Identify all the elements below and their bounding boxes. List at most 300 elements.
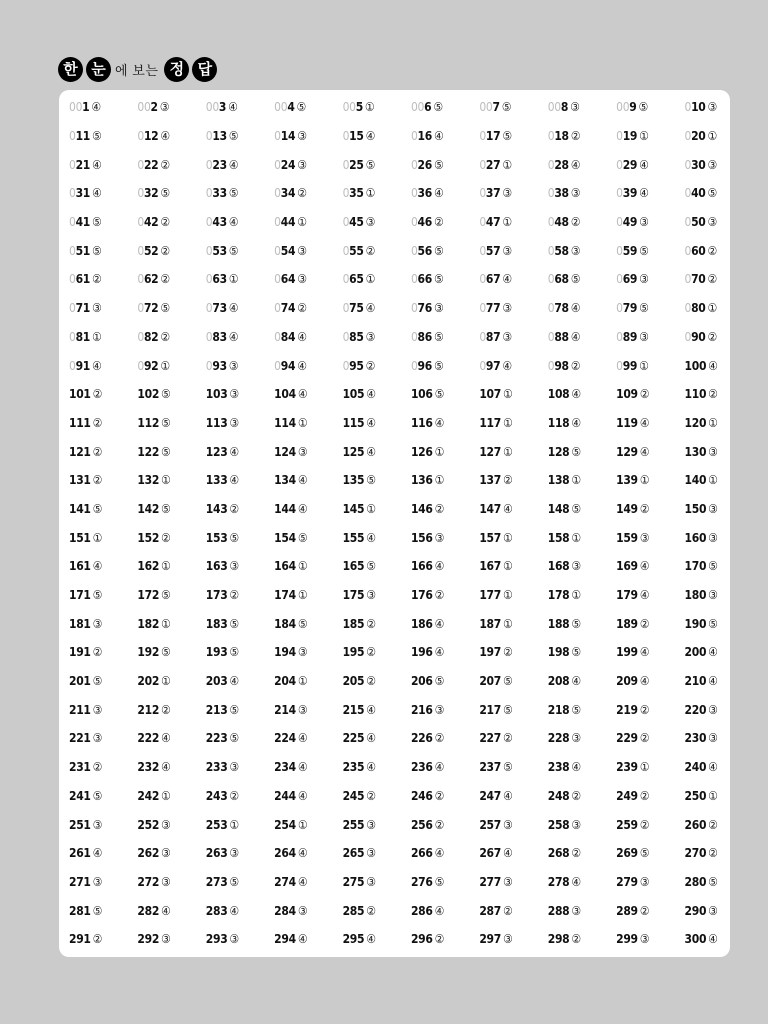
answer-item	[137, 351, 205, 380]
question-number: 061	[69, 272, 91, 287]
answer-choice: ⑤	[502, 674, 513, 689]
answer-item	[685, 810, 753, 839]
answer-choice: ⑤	[92, 215, 102, 230]
answer-choice: ④	[366, 387, 376, 402]
question-number: 119	[616, 415, 638, 430]
question-number: 259	[616, 817, 638, 832]
question-number: 249	[616, 788, 638, 803]
question-number: 136	[410, 473, 433, 488]
answer-item	[206, 552, 274, 581]
answer-choice: ③	[297, 444, 308, 459]
answer-item	[274, 122, 342, 151]
title-badge-nun: 눈	[86, 57, 111, 82]
answer-item	[343, 323, 411, 352]
answer-item	[548, 868, 616, 897]
question-number: 087	[479, 329, 501, 344]
answer-item	[343, 810, 411, 839]
answer-choice: ④	[229, 903, 240, 918]
answer-item	[411, 437, 479, 466]
answer-item	[411, 868, 479, 897]
answer-choice: ②	[571, 846, 582, 861]
answer-choice: ③	[92, 731, 103, 746]
answer-choice: ④	[639, 674, 650, 689]
answer-item	[548, 294, 616, 323]
question-number: 255	[342, 817, 365, 832]
answer-item	[411, 753, 479, 782]
question-number: 188	[547, 616, 570, 631]
answer-choice: ⑤	[161, 444, 171, 459]
question-number: 216	[410, 702, 433, 717]
answer-choice: ②	[161, 530, 171, 545]
question-number: 297	[479, 932, 501, 947]
question-number: 034	[274, 186, 296, 201]
question-number: 241	[69, 788, 91, 803]
answer-item	[206, 839, 274, 868]
question-number: 279	[616, 874, 638, 889]
answer-item	[616, 380, 684, 409]
question-number: 004	[274, 100, 295, 115]
question-number: 045	[342, 215, 364, 230]
answer-choice: ③	[708, 731, 718, 746]
question-number: 108	[547, 387, 570, 402]
answer-choice: ③	[366, 588, 376, 603]
question-number: 089	[616, 329, 638, 344]
answer-choice: ②	[160, 272, 171, 287]
question-number: 151	[69, 530, 91, 545]
answer-choice: ②	[502, 645, 513, 660]
answer-choice: ⑤	[708, 559, 718, 574]
answer-choice: ③	[161, 817, 171, 832]
answer-choice: ④	[639, 645, 650, 660]
question-number: 198	[547, 645, 570, 660]
answer-choice: ②	[434, 501, 445, 516]
question-number: 195	[342, 645, 365, 660]
answer-choice: ②	[502, 473, 513, 488]
question-number: 196	[410, 645, 433, 660]
answer-item	[137, 753, 205, 782]
question-number: 157	[479, 530, 501, 545]
answer-choice: ④	[228, 301, 239, 316]
answer-item	[69, 93, 137, 122]
question-number: 232	[137, 760, 160, 775]
answer-item	[274, 782, 342, 811]
question-number: 214	[274, 702, 296, 717]
answer-item	[685, 294, 753, 323]
question-number: 080	[684, 301, 706, 316]
question-number: 153	[205, 530, 228, 545]
question-number: 218	[547, 702, 570, 717]
answer-item	[411, 122, 479, 151]
answer-item	[206, 208, 274, 237]
answer-item	[411, 695, 479, 724]
answer-item	[685, 351, 753, 380]
answer-item	[343, 93, 411, 122]
answer-choice: ④	[228, 157, 239, 172]
answer-choice: ③	[708, 530, 718, 545]
answer-choice: ④	[92, 186, 102, 201]
answer-choice: ③	[92, 817, 103, 832]
answer-item	[274, 581, 342, 610]
answer-choice: ②	[434, 788, 445, 803]
question-number: 077	[479, 301, 501, 316]
question-number: 081	[69, 329, 91, 344]
question-number: 133	[205, 473, 228, 488]
answer-choice: ②	[92, 444, 103, 459]
answer-choice: ⑤	[161, 588, 171, 603]
question-number: 281	[69, 903, 91, 918]
answer-choice: ②	[502, 903, 513, 918]
answer-choice: ③	[297, 272, 307, 287]
answer-choice: ③	[434, 530, 445, 545]
answer-choice: ④	[160, 129, 171, 144]
answer-choice: ②	[639, 817, 650, 832]
answer-choice: ①	[502, 157, 513, 172]
answer-item	[479, 294, 547, 323]
answer-item	[69, 351, 137, 380]
answer-item	[411, 724, 479, 753]
answer-choice: ②	[297, 301, 307, 316]
answer-choice: ③	[708, 702, 718, 717]
answer-choice: ③	[297, 157, 307, 172]
answer-item	[479, 782, 547, 811]
answer-choice: ①	[502, 215, 513, 230]
question-number: 257	[479, 817, 501, 832]
question-number: 015	[342, 129, 364, 144]
answer-choice: ④	[639, 559, 650, 574]
answer-choice: ④	[570, 329, 581, 344]
question-number: 289	[616, 903, 638, 918]
question-number: 127	[479, 444, 501, 459]
answer-choice: ④	[229, 444, 240, 459]
answer-choice: ③	[502, 874, 513, 889]
answer-item	[343, 409, 411, 438]
question-number: 102	[137, 387, 160, 402]
answer-choice: ①	[571, 530, 582, 545]
title-badge-dap: 답	[192, 57, 217, 82]
question-number: 238	[547, 760, 570, 775]
answer-choice: ④	[708, 932, 718, 947]
answer-choice: ④	[92, 157, 102, 172]
answer-item	[343, 896, 411, 925]
answer-choice: ①	[364, 100, 375, 115]
answer-item	[616, 323, 684, 352]
answer-choice: ⑤	[571, 645, 582, 660]
answer-item	[137, 638, 205, 667]
question-number: 156	[410, 530, 433, 545]
answer-item	[69, 236, 137, 265]
question-number: 228	[547, 731, 570, 746]
answer-choice: ③	[92, 874, 103, 889]
answer-item	[616, 265, 684, 294]
question-number: 237	[479, 760, 501, 775]
answer-choice: ⑤	[639, 243, 649, 258]
question-number: 174	[274, 588, 296, 603]
answer-choice: ⑤	[571, 444, 582, 459]
answer-item	[685, 122, 753, 151]
answer-item	[411, 609, 479, 638]
answer-item	[274, 839, 342, 868]
question-number: 028	[547, 157, 569, 172]
answer-item	[137, 208, 205, 237]
answer-item	[137, 179, 205, 208]
question-number: 296	[410, 932, 433, 947]
question-number: 049	[616, 215, 638, 230]
question-number: 285	[342, 903, 365, 918]
question-number: 018	[547, 129, 569, 144]
answer-item	[274, 896, 342, 925]
answer-choice: ⑤	[229, 530, 240, 545]
question-number: 283	[205, 903, 228, 918]
answer-choice: ①	[434, 444, 445, 459]
answer-choice: ⑤	[433, 100, 443, 115]
answer-item	[274, 552, 342, 581]
answer-choice: ⑤	[229, 645, 240, 660]
question-number: 254	[274, 817, 296, 832]
answer-item	[479, 523, 547, 552]
answer-choice: ③	[639, 874, 650, 889]
answer-choice: ③	[297, 702, 308, 717]
question-number: 221	[69, 731, 91, 746]
answer-item	[69, 294, 137, 323]
answer-item	[616, 638, 684, 667]
answer-key-title	[58, 54, 220, 84]
answer-choice: ③	[365, 329, 376, 344]
question-number: 048	[547, 215, 569, 230]
answer-choice: ②	[434, 588, 445, 603]
answer-item	[343, 581, 411, 610]
answer-choice: ④	[708, 645, 718, 660]
answer-choice: ④	[571, 874, 582, 889]
answer-item	[411, 323, 479, 352]
answer-choice: ⑤	[571, 616, 582, 631]
answer-choice: ②	[92, 932, 103, 947]
answer-choice: ①	[92, 329, 102, 344]
question-number: 186	[410, 616, 433, 631]
answer-item	[343, 380, 411, 409]
answer-choice: ③	[159, 100, 170, 115]
answer-choice: ④	[92, 846, 103, 861]
answer-item	[548, 437, 616, 466]
answer-item	[616, 896, 684, 925]
answer-item	[274, 409, 342, 438]
answer-choice: ③	[229, 932, 240, 947]
answer-item	[137, 609, 205, 638]
question-number: 160	[684, 530, 707, 545]
answer-item	[685, 609, 753, 638]
answer-choice: ④	[570, 157, 581, 172]
question-number: 016	[410, 129, 432, 144]
answer-item	[685, 868, 753, 897]
answer-item	[206, 724, 274, 753]
question-number: 069	[616, 272, 638, 287]
answer-item	[685, 638, 753, 667]
question-number: 014	[274, 129, 296, 144]
question-number: 265	[342, 846, 365, 861]
answer-item	[206, 466, 274, 495]
question-number: 112	[137, 415, 160, 430]
question-number: 173	[205, 588, 228, 603]
question-number: 272	[137, 874, 160, 889]
question-number: 042	[137, 215, 159, 230]
answer-grid	[69, 93, 753, 954]
answer-item	[69, 724, 137, 753]
question-number: 229	[616, 731, 638, 746]
answer-choice: ⑤	[639, 301, 649, 316]
answer-item	[411, 925, 479, 954]
question-number: 025	[342, 157, 364, 172]
question-number: 176	[410, 588, 433, 603]
answer-choice: ①	[502, 588, 513, 603]
answer-choice: ②	[707, 272, 718, 287]
question-number: 137	[479, 473, 501, 488]
answer-item	[137, 122, 205, 151]
question-number: 235	[342, 760, 365, 775]
answer-item	[69, 208, 137, 237]
answer-choice: ①	[365, 272, 376, 287]
question-number: 271	[69, 874, 91, 889]
answer-item	[274, 466, 342, 495]
answer-choice: ③	[639, 530, 650, 545]
question-number: 262	[137, 846, 160, 861]
answer-item	[274, 380, 342, 409]
answer-item	[616, 839, 684, 868]
answer-choice: ③	[92, 702, 103, 717]
question-number: 200	[684, 645, 707, 660]
answer-choice: ③	[570, 100, 580, 115]
question-number: 175	[342, 588, 365, 603]
answer-item	[343, 466, 411, 495]
answer-choice: ④	[366, 702, 376, 717]
answer-choice: ②	[160, 329, 171, 344]
answer-choice: ②	[639, 731, 650, 746]
question-number: 072	[137, 301, 159, 316]
question-number: 147	[479, 501, 501, 516]
answer-choice: ④	[571, 415, 582, 430]
answer-choice: ⑤	[501, 100, 512, 115]
answer-item	[411, 351, 479, 380]
answer-choice: ④	[433, 129, 444, 144]
answer-choice: ②	[160, 243, 171, 258]
title-badge-han: 한	[58, 57, 83, 82]
question-number: 116	[410, 415, 433, 430]
question-number: 024	[274, 157, 296, 172]
answer-choice: ④	[502, 846, 513, 861]
question-number: 203	[205, 674, 228, 689]
answer-item	[616, 208, 684, 237]
answer-item	[685, 179, 753, 208]
answer-item	[274, 695, 342, 724]
question-number: 113	[205, 415, 228, 430]
answer-choice: ④	[297, 473, 308, 488]
answer-choice: ⑤	[228, 129, 239, 144]
answer-choice: ②	[639, 903, 650, 918]
answer-choice: ④	[433, 186, 444, 201]
question-number: 010	[684, 100, 706, 115]
question-number: 266	[410, 846, 433, 861]
answer-item	[411, 667, 479, 696]
question-number: 219	[616, 702, 638, 717]
answer-choice: ②	[570, 358, 581, 373]
question-number: 226	[410, 731, 433, 746]
answer-choice: ③	[707, 215, 718, 230]
question-number: 040	[684, 186, 706, 201]
answer-choice: ⑤	[161, 415, 171, 430]
title-badge-jeong: 정	[164, 57, 189, 82]
question-number: 011	[69, 129, 91, 144]
answer-choice: ②	[92, 760, 103, 775]
answer-item	[685, 236, 753, 265]
answer-item	[274, 236, 342, 265]
answer-item	[69, 896, 137, 925]
question-number: 118	[547, 415, 570, 430]
question-number: 134	[274, 473, 296, 488]
answer-choice: ④	[366, 760, 376, 775]
question-number: 148	[547, 501, 570, 516]
answer-choice: ④	[434, 903, 445, 918]
answer-choice: ④	[434, 616, 445, 631]
answer-choice: ③	[365, 215, 376, 230]
answer-choice: ⑤	[92, 129, 102, 144]
answer-item	[274, 523, 342, 552]
answer-choice: ⑤	[92, 903, 103, 918]
answer-choice: ②	[639, 387, 650, 402]
answer-choice: ③	[229, 846, 240, 861]
question-number: 224	[274, 731, 296, 746]
answer-choice: ⑤	[92, 501, 103, 516]
question-number: 022	[137, 157, 159, 172]
answer-item	[548, 724, 616, 753]
answer-item	[274, 495, 342, 524]
question-number: 075	[342, 301, 364, 316]
answer-choice: ②	[366, 903, 376, 918]
answer-choice: ①	[366, 501, 376, 516]
answer-choice: ⑤	[502, 129, 513, 144]
question-number: 097	[479, 358, 501, 373]
answer-item	[206, 323, 274, 352]
question-number: 043	[205, 215, 227, 230]
answer-item	[69, 495, 137, 524]
answer-item	[69, 609, 137, 638]
answer-item	[69, 150, 137, 179]
answer-choice: ②	[161, 702, 171, 717]
question-number: 002	[137, 100, 158, 115]
answer-choice: ①	[161, 616, 171, 631]
answer-choice: ④	[366, 932, 376, 947]
answer-choice: ③	[639, 272, 649, 287]
question-number: 096	[410, 358, 432, 373]
question-number: 180	[684, 588, 707, 603]
question-number: 140	[684, 473, 707, 488]
question-number: 060	[684, 243, 706, 258]
answer-item	[206, 896, 274, 925]
answer-item	[479, 351, 547, 380]
answer-choice: ②	[92, 473, 103, 488]
answer-choice: ⑤	[161, 501, 171, 516]
question-number: 009	[616, 100, 637, 115]
question-number: 158	[547, 530, 570, 545]
answer-item	[137, 667, 205, 696]
question-number: 299	[616, 932, 638, 947]
answer-choice: ⑤	[92, 674, 103, 689]
answer-item	[616, 753, 684, 782]
answer-choice: ③	[707, 157, 718, 172]
answer-choice: ⑤	[229, 702, 240, 717]
answer-item	[206, 925, 274, 954]
question-number: 149	[616, 501, 638, 516]
question-number: 083	[205, 329, 227, 344]
question-number: 005	[342, 100, 363, 115]
question-number: 051	[69, 243, 91, 258]
